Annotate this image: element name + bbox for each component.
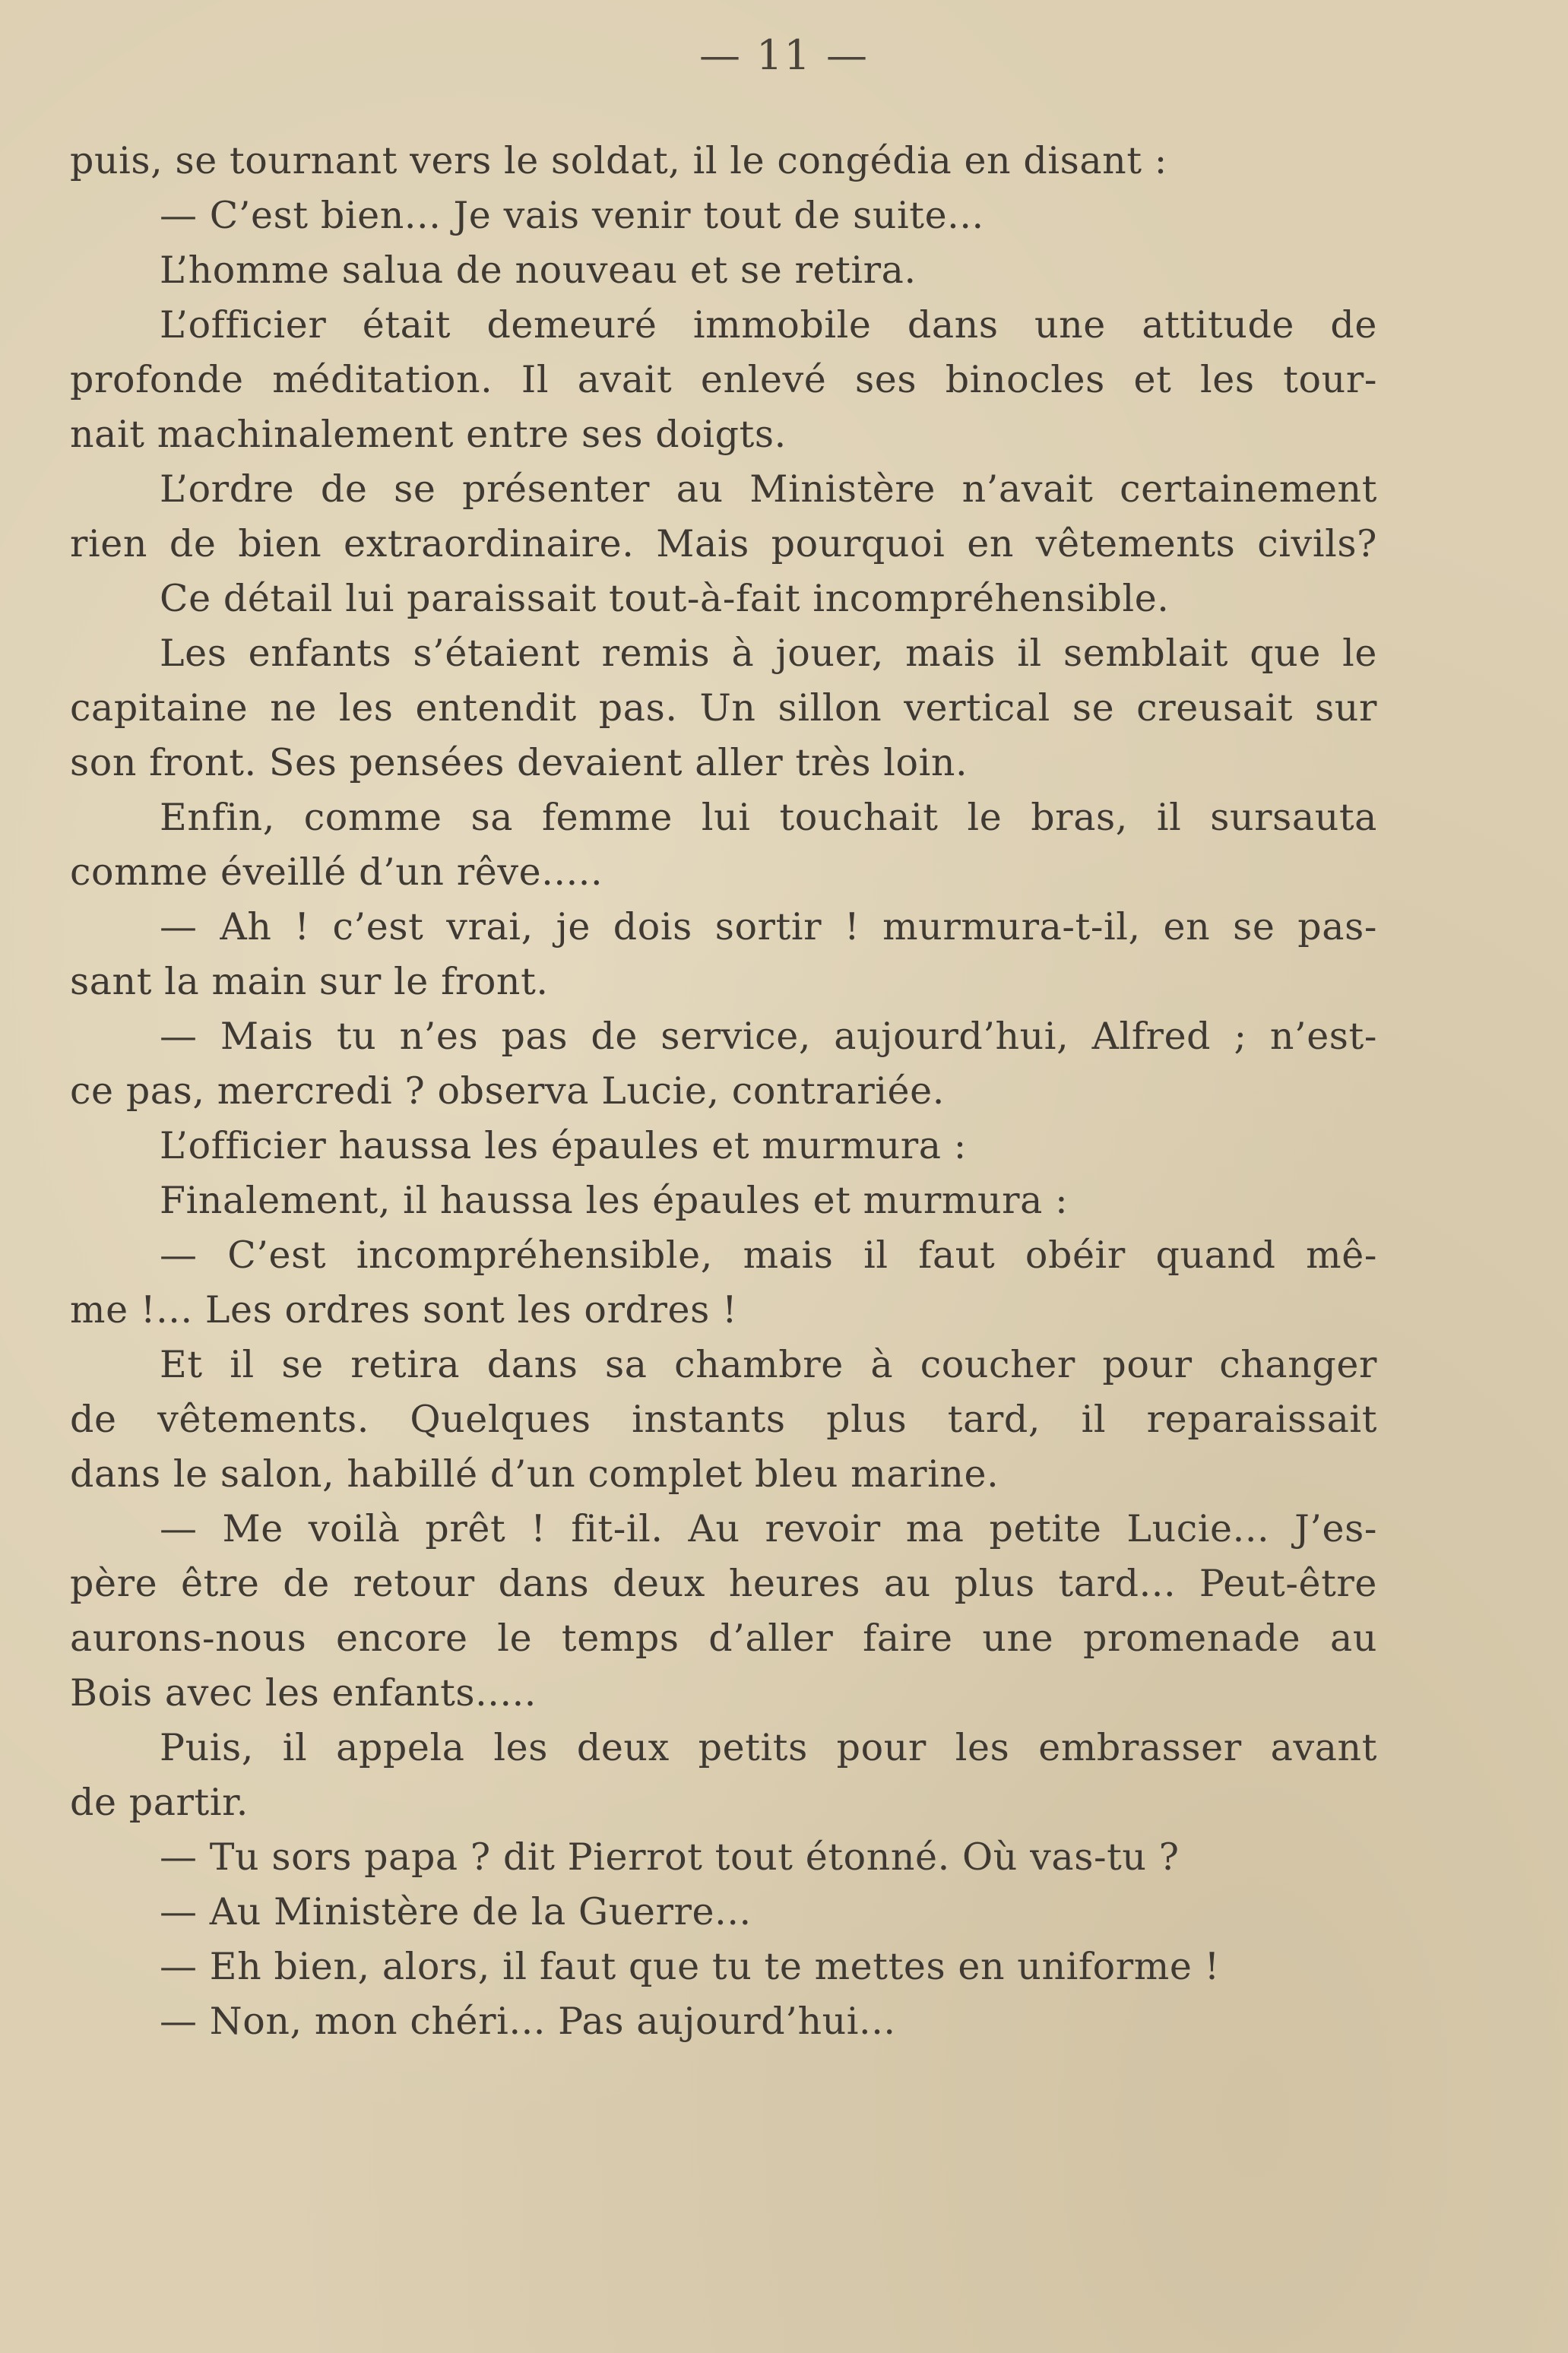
- text-line: — Ah ! c’est vrai, je dois sortir ! murmura-t-il, en se pas-: [160, 905, 1377, 948]
- text-line: me !... Les ordres sont les ordres !: [70, 1288, 738, 1332]
- text-line: — Eh bien, alors, il faut que tu te mettes en uniforme !: [160, 1945, 1220, 1988]
- text-line: sant la main sur le front.: [70, 960, 549, 1003]
- text-line: L’ordre de se présenter au Ministère n’avait certainement: [160, 467, 1377, 511]
- text-line: père être de retour dans deux heures au plus tard... Peut-être: [70, 1562, 1377, 1605]
- text-line: L’officier haussa les épaules et murmura :: [160, 1124, 967, 1167]
- text-line: capitaine ne les entendit pas. Un sillon vertical se creusait sur: [70, 686, 1377, 730]
- text-line: comme éveillé d’un rêve.....: [70, 850, 603, 894]
- text-line: Enfin, comme sa femme lui touchait le bras, il sursauta: [160, 796, 1377, 839]
- text-line: dans le salon, habillé d’un complet bleu marine.: [70, 1452, 999, 1496]
- text-line: nait machinalement entre ses doigts.: [70, 413, 787, 456]
- text-line: L’homme salua de nouveau et se retira.: [160, 249, 917, 292]
- page-number: — 11 —: [698, 31, 870, 79]
- text-line: — C’est incompréhensible, mais il faut obéir quand mê-: [160, 1234, 1377, 1277]
- text-line: son front. Ses pensées devaient aller très loin.: [70, 741, 968, 784]
- text-line: Et il se retira dans sa chambre à coucher pour changer: [160, 1343, 1377, 1386]
- text-line: — Tu sors papa ? dit Pierrot tout étonné. Où vas-tu ?: [160, 1835, 1180, 1879]
- body-text: [70, 134, 1377, 2049]
- text-line: — Au Ministère de la Guerre...: [160, 1890, 752, 1933]
- text-line: aurons-nous encore le temps d’aller faire une promenade au: [70, 1617, 1377, 1660]
- text-line: rien de bien extraordinaire. Mais pourquoi en vêtements civils?: [70, 522, 1377, 565]
- text-line: — C’est bien... Je vais venir tout de suite...: [160, 194, 984, 237]
- text-line: — Non, mon chéri... Pas aujourd’hui...: [160, 2000, 896, 2043]
- text-line: de vêtements. Quelques instants plus tard, il reparaissait: [70, 1398, 1377, 1441]
- text-line: puis, se tournant vers le soldat, il le congédia en disant :: [70, 139, 1167, 182]
- text-line: de partir.: [70, 1781, 249, 1824]
- text-line: — Me voilà prêt ! fit-il. Au revoir ma petite Lucie... J’es-: [160, 1507, 1377, 1550]
- text-line: Puis, il appela les deux petits pour les embrasser avant: [160, 1726, 1377, 1769]
- text-line: profonde méditation. Il avait enlevé ses binocles et les tour-: [70, 358, 1377, 401]
- text-line: Finalement, il haussa les épaules et murmura :: [160, 1179, 1069, 1222]
- text-line: Bois avec les enfants.....: [70, 1671, 537, 1715]
- text-line: Ce détail lui paraissait tout-à-fait incompréhensible.: [160, 577, 1170, 620]
- text-line: L’officier était demeuré immobile dans une attitude de: [160, 303, 1377, 347]
- text-line: — Mais tu n’es pas de service, aujourd’hui, Alfred ; n’est-: [160, 1015, 1377, 1058]
- text-line: Les enfants s’étaient remis à jouer, mais il semblait que le: [160, 632, 1377, 675]
- text-line: ce pas, mercredi ? observa Lucie, contrariée.: [70, 1069, 945, 1113]
